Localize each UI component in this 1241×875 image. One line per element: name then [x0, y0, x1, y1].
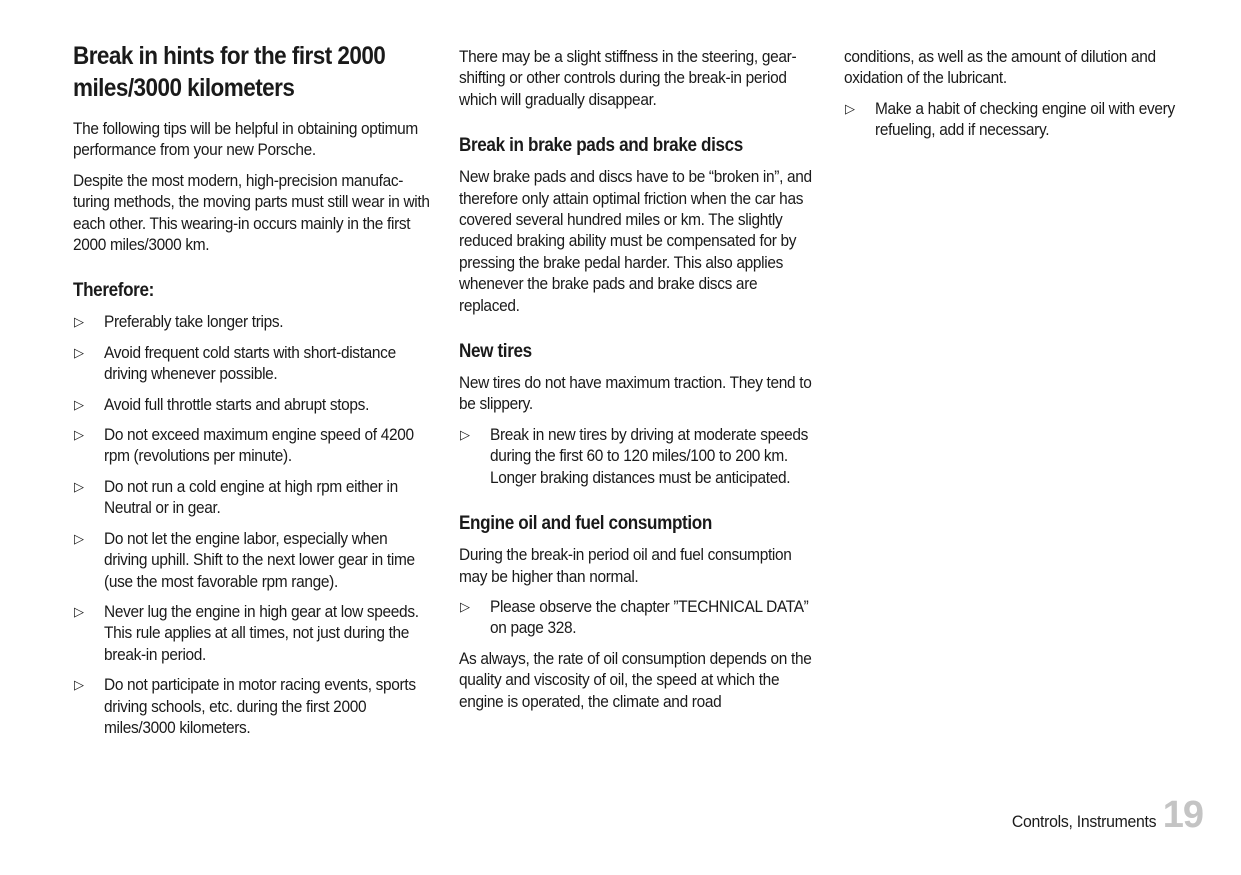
wear-in-paragraph: Despite the most modern, high-precision manufac-turing methods, the moving parts must still wear in with each other. This wearing-in occurs mainly in the first 2000 miles/3000 km.	[73, 170, 430, 255]
triangle-right-icon: ▷	[74, 344, 84, 360]
list-item	[73, 674, 435, 738]
list-item-text: Never lug the engine in high gear at low speeds. This rule applies at all times, not just during the break-in period.	[104, 601, 419, 664]
tires-paragraph: New tires do not have maximum traction. They tend to be slippery.	[459, 373, 812, 414]
brakes-paragraph: New brake pads and discs have to be “broken in”, and therefore only attain optimal friction when the car has covered several hundred miles or km. The slightly reduced braking ability must be compensated for by pressing the brake pedal harder. This also applies whenever the brake pads and brake discs are replaced.	[459, 167, 812, 315]
stiffness-paragraph: There may be a slight stiffness in the steering, gear-shifting or other controls during the break-in period which will gradually disappear.	[459, 47, 797, 109]
list-item-text: Avoid frequent cold starts with short-distance driving whenever possible.	[104, 342, 396, 384]
tires-heading: New tires	[459, 341, 532, 363]
tires-list	[459, 424, 819, 488]
brakes-heading: Break in brake pads and brake discs	[459, 135, 743, 157]
triangle-right-icon: ▷	[845, 100, 855, 116]
oil-rate-paragraph: As always, the rate of oil consumption depends on the quality and viscosity of oil, the speed at which the engine is operated, the climate and road	[459, 648, 812, 711]
intro-paragraph: The following tips will be helpful in obtaining optimum performance from your new Porsche.	[73, 119, 418, 160]
triangle-right-icon: ▷	[460, 426, 470, 442]
list-item	[459, 424, 819, 488]
break-in-tips-list	[73, 311, 435, 738]
list-item-text: Preferably take longer trips.	[104, 312, 284, 332]
column-1	[73, 40, 435, 747]
oil-heading: Engine oil and fuel consumption	[459, 513, 712, 535]
list-item	[73, 394, 435, 415]
page-footer	[1001, 794, 1203, 837]
list-item	[73, 601, 435, 665]
list-item-text: Avoid full throttle starts and abrupt stops.	[104, 394, 370, 414]
oil-check-list	[844, 98, 1204, 141]
triangle-right-icon: ▷	[460, 598, 470, 614]
triangle-right-icon: ▷	[74, 478, 84, 494]
list-item-text: Do not participate in motor racing events, sports driving schools, etc. during the first 2000 miles/3000 kilometers.	[104, 675, 416, 737]
triangle-right-icon: ▷	[74, 427, 84, 443]
section-title: Controls, Instruments	[1012, 812, 1157, 831]
list-item	[844, 98, 1204, 141]
list-item	[459, 596, 819, 639]
list-item-text: Do not let the engine labor, especially when driving uphill. Shift to the next lower gear in time (use the most favorable rpm range).	[104, 528, 415, 591]
list-item	[73, 424, 435, 467]
list-item-text: Break in new tires by driving at moderate speeds during the first 60 to 120 miles/100 to 200 km. Longer braking distances must be anticipated.	[490, 424, 809, 487]
list-item-text: Make a habit of checking engine oil with every refueling, add if necessary.	[875, 98, 1175, 140]
list-item	[73, 476, 435, 519]
triangle-right-icon: ▷	[74, 677, 84, 693]
triangle-right-icon: ▷	[74, 396, 84, 412]
list-item	[73, 528, 435, 592]
oil-rate-continued: conditions, as well as the amount of dilution and oxidation of the lubricant.	[844, 47, 1156, 88]
list-item	[73, 342, 435, 385]
oil-list	[459, 596, 819, 639]
triangle-right-icon: ▷	[74, 314, 84, 330]
list-item-text: Please observe the chapter ”TECHNICAL DATA” on page 328.	[490, 596, 809, 638]
column-2	[459, 40, 819, 721]
column-3	[844, 40, 1204, 150]
triangle-right-icon: ▷	[74, 530, 84, 546]
oil-paragraph: During the break-in period oil and fuel consumption may be higher than normal.	[459, 545, 792, 586]
therefore-heading: Therefore:	[73, 280, 154, 302]
list-item	[73, 311, 435, 332]
page-number: 19	[1162, 794, 1203, 836]
list-item-text: Do not exceed maximum engine speed of 4200 rpm (revolutions per minute).	[104, 425, 414, 466]
triangle-right-icon: ▷	[74, 603, 84, 619]
page-title: Break in hints for the first 2000 miles/3000 kilometers	[73, 42, 386, 102]
list-item-text: Do not run a cold engine at high rpm either in Neutral or in gear.	[104, 476, 398, 518]
